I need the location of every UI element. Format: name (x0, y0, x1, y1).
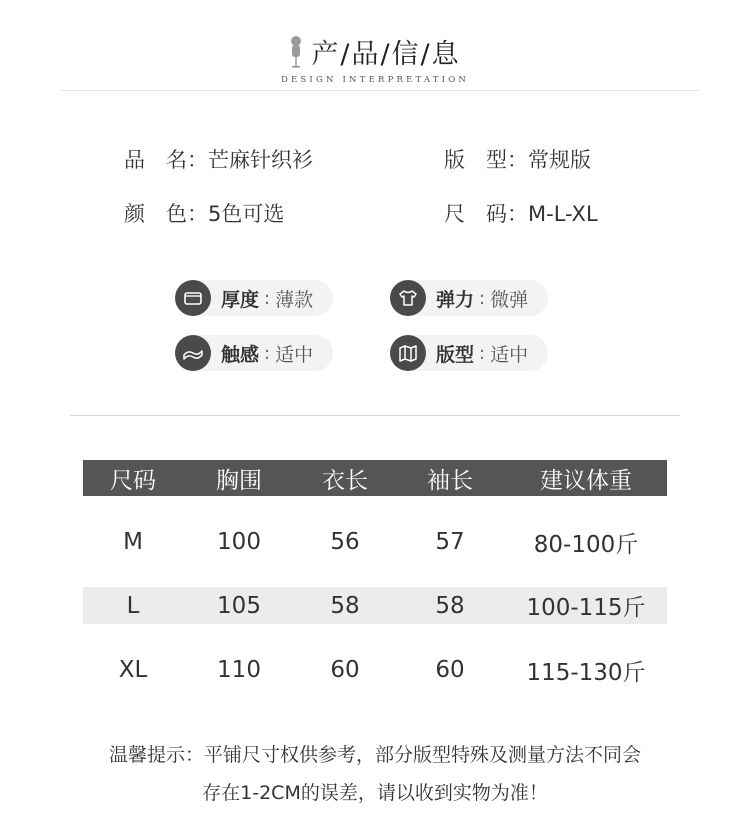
table-row (83, 587, 667, 624)
attr-sep: : (479, 342, 486, 364)
title-row (289, 32, 460, 71)
header-cell: 袖长 (427, 467, 473, 494)
table-cell: 58 (435, 592, 465, 619)
tshirt-icon (390, 280, 426, 316)
note-line-2: 存在1-2CM的误差，请以收到实物为准！ (202, 782, 548, 804)
table-cell: XL (118, 657, 148, 683)
table-cell: 100 (217, 529, 261, 555)
table-row (83, 522, 667, 562)
attr-key: 弹力 (436, 288, 475, 311)
table-header (83, 460, 667, 496)
header-cell: 尺码 (110, 467, 156, 494)
info-fit (444, 144, 591, 174)
table-row (83, 650, 667, 690)
note-line-1: 温馨提示：平铺尺寸权供参考，部分版型特殊及测量方法不同会 (108, 744, 641, 766)
attr-value: 适中 (490, 343, 529, 366)
info-fit-label: 版 型： (444, 148, 528, 172)
attr-value: 薄款 (275, 288, 314, 311)
attr-value: 适中 (275, 343, 314, 366)
attr-elasticity (390, 280, 548, 316)
table-cell: 60 (435, 657, 465, 683)
info-color (124, 198, 284, 228)
info-size (444, 198, 598, 228)
header-cell: 建议体重 (540, 467, 632, 494)
mannequin-icon (289, 35, 303, 69)
info-name-label: 品 名： (124, 148, 208, 172)
page-subtitle: DESIGN INTERPRETATION (280, 74, 470, 85)
table-cell: 110 (217, 657, 261, 683)
top-divider (60, 90, 700, 91)
table-cell: 60 (330, 657, 360, 683)
info-name (124, 144, 313, 174)
table-cell: 105 (217, 592, 261, 619)
wallet-icon (175, 280, 211, 316)
attr-key: 厚度 (221, 288, 260, 311)
attr-sep: : (264, 287, 271, 309)
info-color-value: 5色可选 (208, 202, 285, 226)
section-header (0, 32, 750, 85)
table-cell: 57 (435, 529, 465, 555)
attr-value: 微弹 (490, 288, 529, 311)
attr-thickness (175, 280, 333, 316)
table-cell: 115-130斤 (526, 659, 646, 686)
info-color-label: 颜 色： (124, 202, 208, 226)
fabric-icon (175, 335, 211, 371)
table-cell: 58 (330, 592, 360, 619)
size-table (83, 460, 667, 496)
header-cell: 衣长 (322, 467, 368, 494)
info-size-value: M-L-XL (528, 202, 598, 226)
table-cell: 80-100斤 (533, 531, 639, 558)
attr-sep: : (479, 287, 486, 309)
table-cell: 56 (330, 529, 360, 555)
info-name-value: 芒麻针织衫 (208, 148, 313, 172)
page-title: 产/品/信/息 (311, 39, 461, 70)
attr-key: 触感 (221, 343, 260, 366)
info-fit-value: 常规版 (528, 148, 591, 172)
attr-key: 版型 (436, 343, 475, 366)
header-cell: 胸围 (216, 467, 262, 494)
map-fold-icon (390, 335, 426, 371)
table-cell: 100-115斤 (526, 595, 646, 621)
table-cell: L (126, 592, 140, 619)
info-size-label: 尺 码： (444, 202, 528, 226)
attr-sep: : (264, 342, 271, 364)
middle-divider (70, 415, 680, 416)
attr-fit (390, 335, 548, 371)
attr-touch (175, 335, 333, 371)
table-cell: M (123, 529, 143, 555)
